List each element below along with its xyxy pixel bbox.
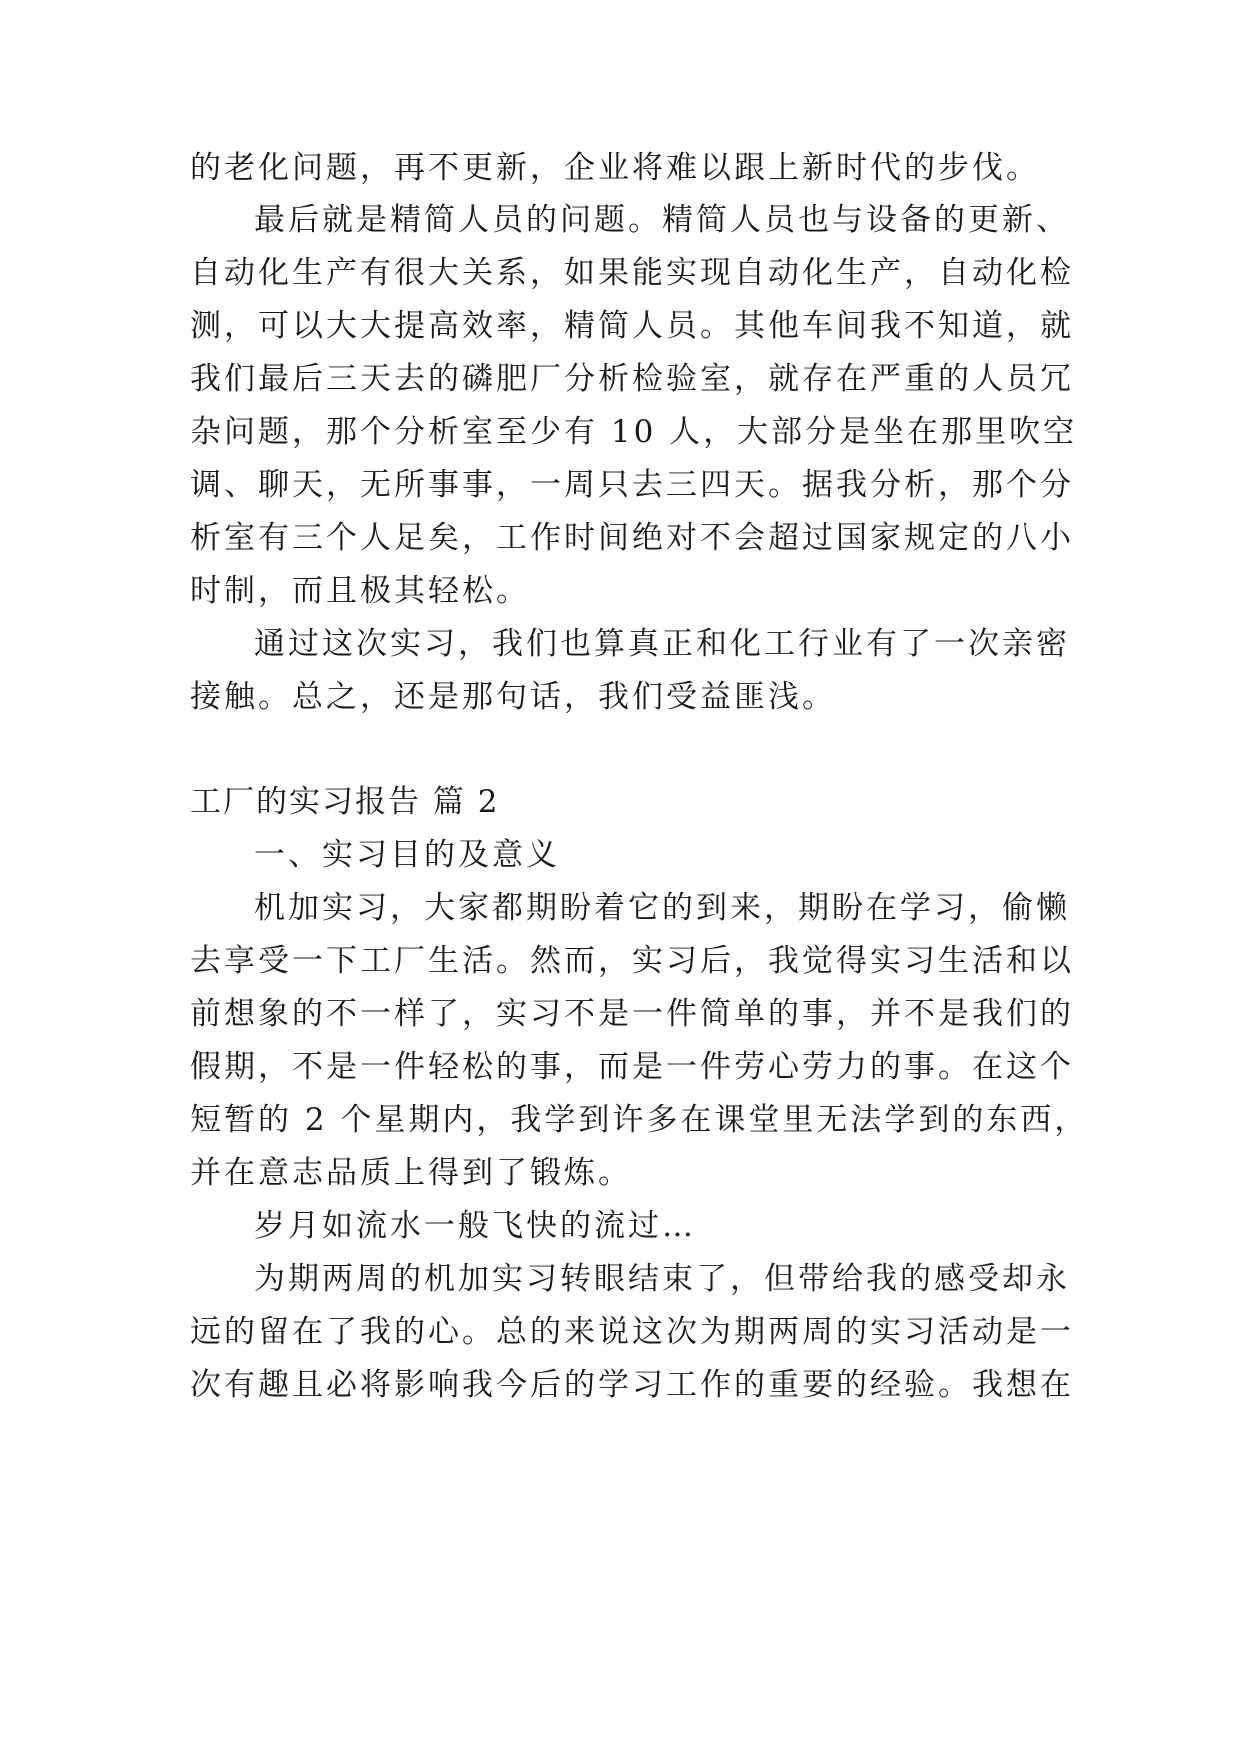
subheading: 一、实习目的及意义 [254, 837, 560, 873]
paragraph-line: 短暂的 2 个星期内，我学到许多在课堂里无法学到的东西， [190, 1102, 1089, 1138]
paragraph-line: 最后就是精简人员的问题。精简人员也与设备的更新、 [254, 202, 1070, 238]
paragraph-line: 析室有三个人足矣，工作时间绝对不会超过国家规定的八小 [190, 520, 1074, 556]
paragraph-line: 杂问题，那个分析室至少有 10 人，大部分是坐在那里吹空 [190, 414, 1078, 450]
paragraph-line: 我们最后三天去的磷肥厂分析检验室，就存在严重的人员冗 [190, 361, 1074, 397]
paragraph-line: 调、聊天，无所事事，一周只去三四天。据我分析，那个分 [190, 467, 1074, 503]
paragraph-line: 机加实习，大家都期盼着它的到来，期盼在学习，偷懒 [254, 890, 1070, 926]
paragraph-line: 为期两周的机加实习转眼结束了，但带给我的感受却永 [254, 1261, 1070, 1297]
paragraph-line: 的老化问题，再不更新，企业将难以跟上新时代的步伐。 [190, 150, 1040, 186]
paragraph-line: 并在意志品质上得到了锻炼。 [190, 1155, 632, 1191]
paragraph-line: 自动化生产有很大关系，如果能实现自动化生产，自动化检 [190, 255, 1074, 291]
paragraph-line: 通过这次实习，我们也算真正和化工行业有了一次亲密 [254, 626, 1070, 662]
paragraph-line: 假期，不是一件轻松的事，而是一件劳心劳力的事。在这个 [190, 1049, 1074, 1085]
paragraph-line: 测，可以大大提高效率，精简人员。其他车间我不知道，就 [190, 308, 1074, 344]
paragraph-line: 远的留在了我的心。总的来说这次为期两周的实习活动是一 [190, 1314, 1074, 1350]
paragraph-line: 次有趣且必将影响我今后的学习工作的重要的经验。我想在 [190, 1367, 1074, 1403]
paragraph-line: 时制，而且极其轻松。 [190, 573, 530, 609]
paragraph-line: 岁月如流水一般飞快的流过… [254, 1208, 696, 1244]
paragraph-line: 前想象的不一样了，实习不是一件简单的事，并不是我们的 [190, 996, 1074, 1032]
paragraph-line: 去享受一下工厂生活。然而，实习后，我觉得实习生活和以 [190, 943, 1074, 979]
section-title: 工厂的实习报告 篇 2 [190, 784, 500, 820]
paragraph-line: 接触。总之，还是那句话，我们受益匪浅。 [190, 679, 836, 715]
